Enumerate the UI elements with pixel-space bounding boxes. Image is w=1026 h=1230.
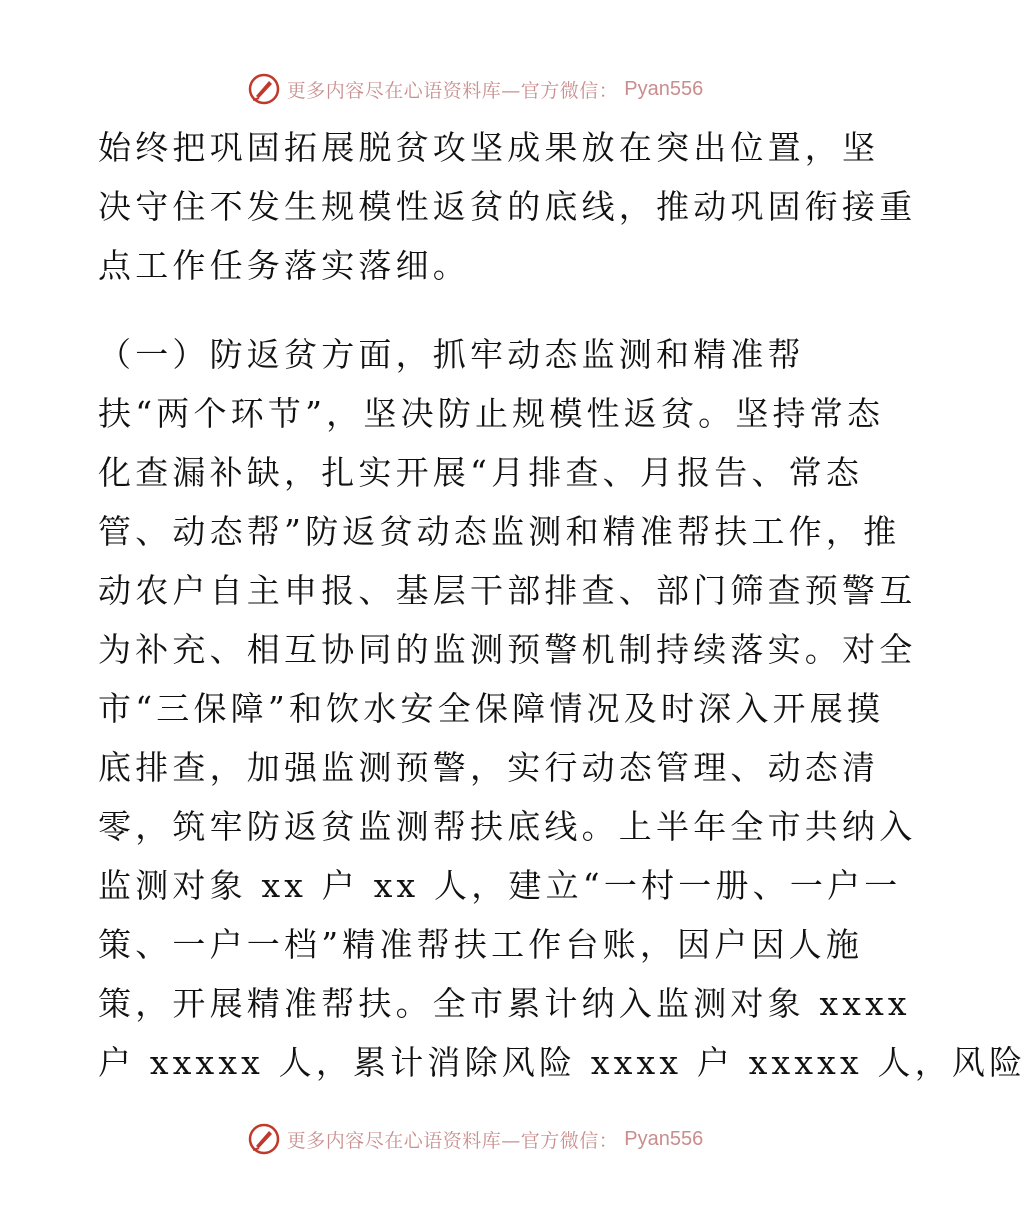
watermark-wechat-id: Pyan556 — [624, 1127, 704, 1150]
text-line: 动农户自主申报、基层干部排查、部门筛查预警互 — [98, 571, 917, 610]
text-line: 管、动态帮”防返贫动态监测和精准帮扶工作，推 — [98, 512, 901, 551]
text-line: 底排查，加强监测预警，实行动态管理、动态清 — [98, 748, 880, 787]
text-line: 化查漏补缺，扎实开展“月排查、月报告、常态 — [98, 453, 864, 492]
text-line: 市“三保障”和饮水安全保障情况及时深入开展摸 — [98, 689, 885, 728]
quill-logo-icon — [247, 72, 281, 106]
text-line: 为补充、相互协同的监测预警机制持续落实。对全 — [98, 630, 917, 669]
text-line: 决守住不发生规模性返贫的底线，推动巩固衔接重 — [98, 187, 917, 226]
text-line: 扶“两个环节”，坚决防止规模性返贫。坚持常态 — [98, 394, 885, 433]
quill-logo-icon — [247, 1122, 281, 1156]
text-line: 零，筑牢防返贫监测帮扶底线。上半年全市共纳入 — [98, 807, 917, 846]
paragraph-section-one — [98, 325, 1026, 1092]
header-watermark — [0, 72, 950, 106]
text-line: 策，开展精准帮扶。全市累计纳入监测对象 xxxx — [98, 984, 911, 1023]
section-heading-line: （一）防返贫方面，抓牢动态监测和精准帮 — [98, 335, 805, 374]
text-line: 始终把巩固拓展脱贫攻坚成果放在突出位置，坚 — [98, 128, 880, 167]
watermark-text: 更多内容尽在心语资料库—官方微信： — [286, 1129, 619, 1152]
text-line: 点工作任务落实落细。 — [98, 246, 470, 285]
document-body — [98, 118, 1026, 1092]
text-line: 策、一户一档”精准帮扶工作台账，因户因人施 — [98, 925, 864, 964]
watermark-wechat-id: Pyan556 — [624, 77, 704, 100]
text-line: 户 xxxxx 人，累计消除风险 xxxx 户 xxxxx 人，风险 — [98, 1043, 1026, 1082]
text-line: 监测对象 xx 户 xx 人，建立“一村一册、一户一 — [98, 866, 902, 905]
watermark-text: 更多内容尽在心语资料库—官方微信： — [286, 79, 619, 102]
paragraph-intro — [98, 118, 917, 295]
footer-watermark — [0, 1122, 950, 1156]
